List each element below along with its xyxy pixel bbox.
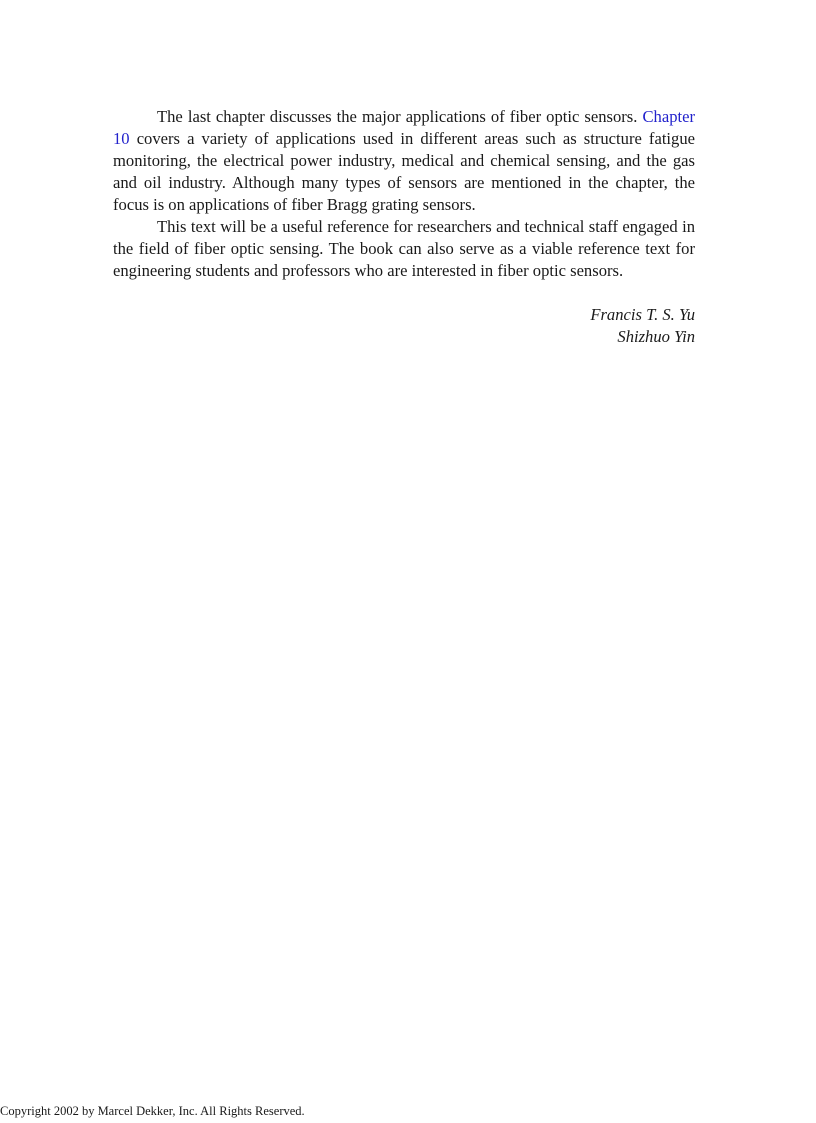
author-signatures xyxy=(113,304,695,348)
page-body xyxy=(113,106,695,348)
author-name-1: Francis T. S. Yu xyxy=(590,305,695,324)
author-name-2: Shizhuo Yin xyxy=(617,327,695,346)
paragraph-1-intro: The last chapter discusses the major applications of fiber optic sensors. xyxy=(157,107,638,126)
paragraph-2: This text will be a useful reference for researchers and technical staff engaged in the field of fiber optic sensing. The book can also serve as a viable reference text for engineering students and professors who are interested in fiber optic sensors. xyxy=(113,217,695,280)
chapter-10-link[interactable]: Chapter 10 xyxy=(113,107,695,148)
paragraph-1 xyxy=(113,106,695,216)
paragraph-1-rest: covers a variety of applications used in different areas such as structure fatigue monitoring, the electrical power industry, medical and chemical sensing, and the gas and oil industry. Although many types of sensors are mentioned in the chapter, the focus is on applications of fiber Bragg grating sensors. xyxy=(113,129,695,214)
copyright-footer: Copyright 2002 by Marcel Dekker, Inc. All Rights Reserved. xyxy=(0,1104,305,1118)
